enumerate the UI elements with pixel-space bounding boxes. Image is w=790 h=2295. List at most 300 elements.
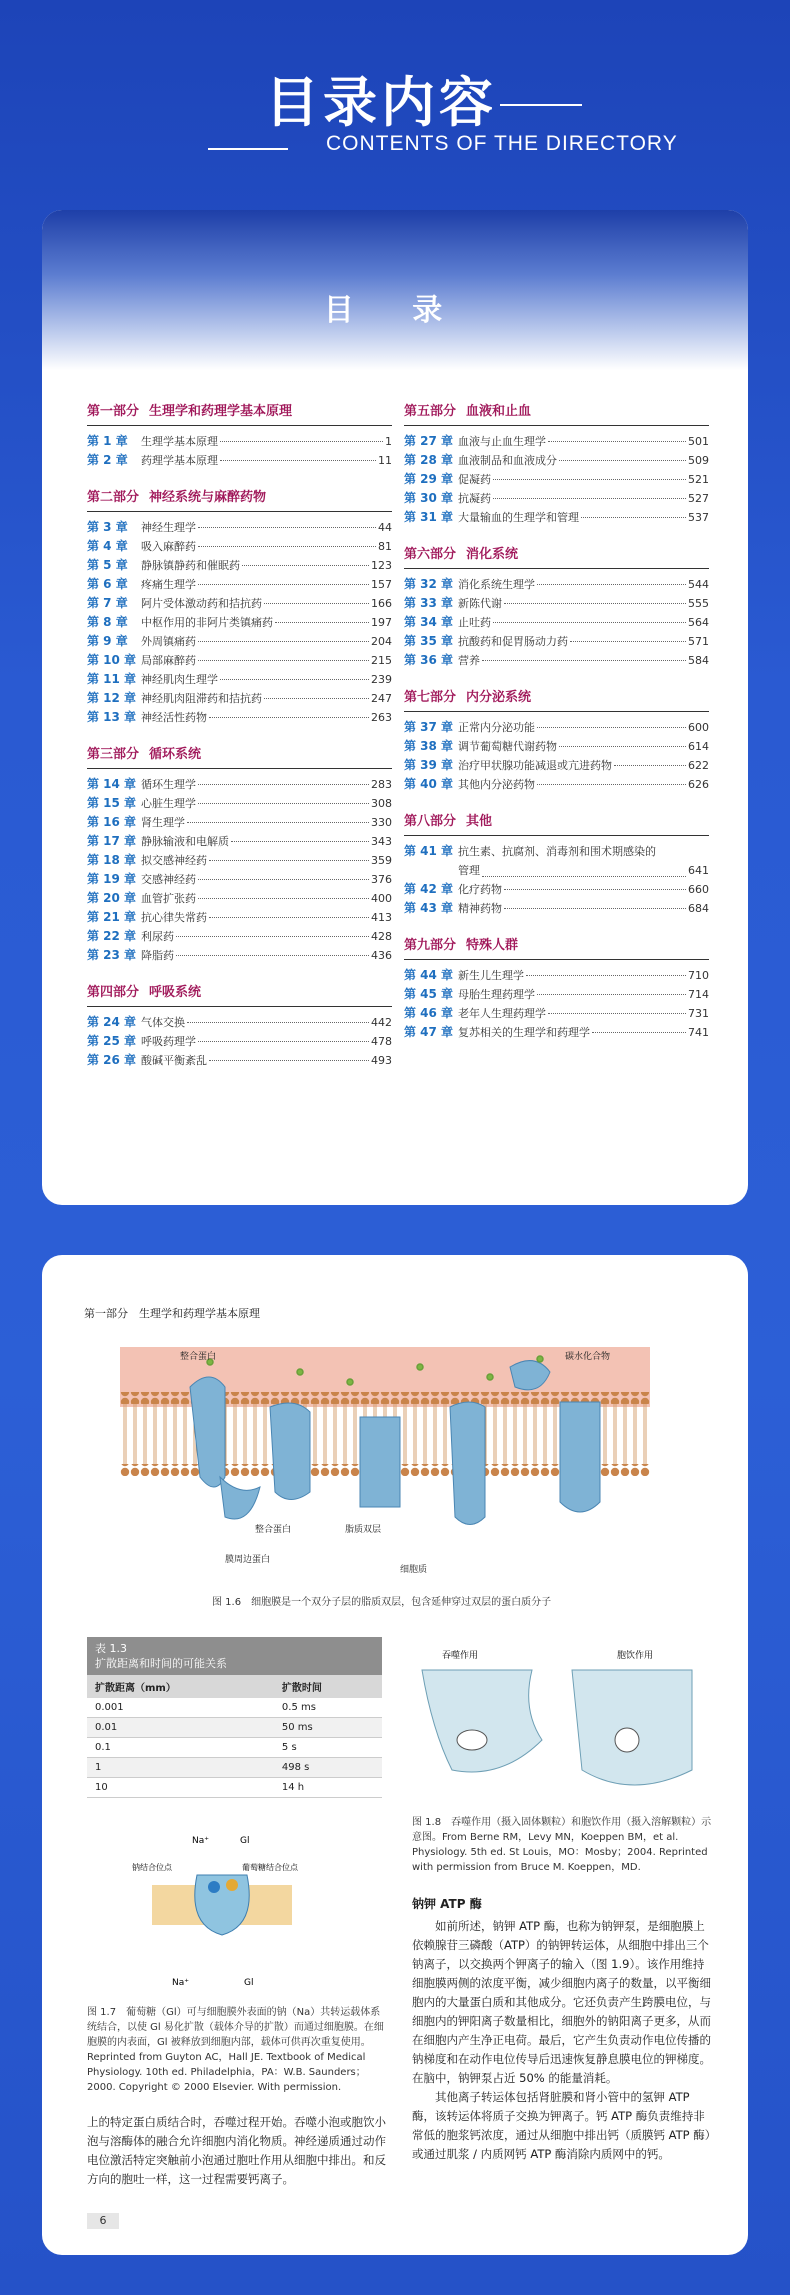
chapter-number: 第 28 章 — [404, 453, 454, 467]
chapter-title: 其他内分泌药物 — [458, 778, 535, 791]
chapter-number: 第 34 章 — [404, 615, 454, 629]
chapter-page: 710 — [688, 969, 709, 982]
leader-dots — [176, 936, 369, 937]
chapter-page: 376 — [371, 873, 392, 886]
toc-chapter-row[interactable] — [404, 489, 709, 508]
chapter-page: 197 — [371, 616, 392, 629]
label-carbohydrate: 碳水化合物 — [565, 1352, 611, 1362]
part-title: 呼吸系统 — [149, 985, 202, 1000]
hero-divider-left — [208, 148, 288, 150]
toc-column-left — [87, 400, 392, 1070]
chapter-title: 呼吸药理学 — [141, 1035, 196, 1048]
toc-chapter-row[interactable] — [87, 432, 392, 451]
chapter-title: 拟交感神经药 — [141, 854, 207, 867]
chapter-title: 治疗甲状腺功能减退或亢进药物 — [458, 759, 612, 772]
part-title: 生理学和药理学基本原理 — [149, 404, 293, 419]
chapter-page: 527 — [688, 492, 709, 505]
chapter-title: 静脉输液和电解质 — [141, 835, 229, 848]
chapter-title: 神经生理学 — [141, 521, 196, 534]
leader-dots — [198, 527, 376, 528]
chapter-page: 428 — [371, 930, 392, 943]
chapter-number: 第 32 章 — [404, 577, 454, 591]
toc-chapter-row[interactable] — [404, 842, 709, 880]
chapter-title: 精神药物 — [458, 902, 502, 915]
part-number: 第四部分 — [87, 985, 140, 1000]
toc-chapter-row[interactable] — [87, 775, 392, 794]
toc-chapter-row[interactable] — [87, 632, 392, 651]
chapter-page: 660 — [688, 883, 709, 896]
chapter-number: 第 37 章 — [404, 720, 454, 734]
table-header: 扩散距离（mm） — [87, 1675, 274, 1698]
chapter-page: 123 — [371, 559, 392, 572]
toc-chapter-row[interactable] — [87, 1032, 392, 1051]
page-header: 第一部分 生理学和药理学基本原理 — [84, 1307, 260, 1320]
chapter-title: 新陈代谢 — [458, 597, 502, 610]
label-integral-protein-top: 整合蛋白 — [180, 1352, 217, 1362]
chapter-page: 442 — [371, 1016, 392, 1029]
chapter-page: 343 — [371, 835, 392, 848]
toc-chapter-row[interactable] — [87, 927, 392, 946]
leader-dots — [198, 803, 369, 804]
chapter-title: 酸碱平衡紊乱 — [141, 1054, 207, 1067]
toc-heading: 目 录 — [42, 210, 748, 370]
chapter-number: 第 17 章 — [87, 834, 137, 848]
toc-chapter-row[interactable] — [87, 832, 392, 851]
figure-1-6-caption: 图 1.6 细胞膜是一个双分子层的脂质双层，包含延伸穿过双层的蛋白质分子 — [212, 1597, 552, 1608]
table-cell: 0.1 — [87, 1738, 274, 1758]
leader-dots — [187, 822, 369, 823]
chapter-number: 第 11 章 — [87, 672, 137, 686]
leader-dots — [482, 660, 686, 661]
toc-chapter-row[interactable] — [87, 708, 392, 727]
chapter-page: 493 — [371, 1054, 392, 1067]
leader-dots — [526, 975, 686, 976]
chapter-title: 心脏生理学 — [141, 797, 196, 810]
chapter-page: 600 — [688, 721, 709, 734]
chapter-page: 413 — [371, 911, 392, 924]
label-na-bottom: Na⁺ — [172, 1978, 189, 1988]
label-glucose-site: 葡萄糖结合位点 — [242, 1863, 298, 1872]
table-1-3 — [87, 1637, 382, 1798]
chapter-title: 新生儿生理学 — [458, 969, 524, 982]
chapter-number: 第 40 章 — [404, 777, 454, 791]
chapter-page: 537 — [688, 511, 709, 524]
sample-page-card — [42, 1255, 748, 2255]
chapter-number: 第 1 章 — [87, 434, 128, 448]
toc-chapter-row[interactable] — [404, 899, 709, 918]
toc-part-heading — [87, 743, 392, 769]
leader-dots — [537, 727, 686, 728]
chapter-page: 478 — [371, 1035, 392, 1048]
section-title: 钠钾 ATP 酶 — [412, 1897, 482, 1911]
toc-part-heading — [404, 934, 709, 960]
table-row — [87, 1778, 382, 1798]
table-cell: 10 — [87, 1778, 274, 1798]
leader-dots — [198, 784, 369, 785]
label-peripheral-protein: 膜周边蛋白 — [225, 1555, 271, 1565]
leader-dots — [493, 479, 686, 480]
chapter-title: 阿片受体激动药和拮抗药 — [141, 597, 262, 610]
chapter-title: 促凝药 — [458, 473, 491, 486]
table-subtitle: 扩散距离和时间的可能关系 — [95, 1657, 227, 1670]
part-title: 神经系统与麻醉药物 — [149, 490, 267, 505]
part-title: 循环系统 — [149, 747, 202, 762]
chapter-number: 第 38 章 — [404, 739, 454, 753]
leader-dots — [581, 517, 686, 518]
leader-dots — [570, 641, 686, 642]
part-number: 第八部分 — [404, 814, 457, 829]
chapter-title: 抗酸药和促胃肠动力药 — [458, 635, 568, 648]
chapter-number: 第 30 章 — [404, 491, 454, 505]
chapter-number: 第 33 章 — [404, 596, 454, 610]
chapter-number: 第 8 章 — [87, 615, 128, 629]
chapter-page: 564 — [688, 616, 709, 629]
toc-part-heading — [404, 810, 709, 836]
chapter-number: 第 14 章 — [87, 777, 137, 791]
leader-dots — [209, 1060, 369, 1061]
chapter-number: 第 39 章 — [404, 758, 454, 772]
chapter-number: 第 9 章 — [87, 634, 128, 648]
leader-dots — [493, 498, 686, 499]
toc-chapter-row[interactable] — [404, 775, 709, 794]
toc-chapter-row[interactable] — [404, 1023, 709, 1042]
leader-dots — [537, 994, 686, 995]
leader-dots — [242, 565, 369, 566]
toc-chapter-row[interactable] — [404, 966, 709, 985]
toc-column-right — [404, 400, 709, 1042]
paragraph: 如前所述，钠钾 ATP 酶，也称为钠钾泵，是细胞膜上依赖腺苷三磷酸（ATP）的钠钾转运体，从细胞中排出三个钠离子，以交换两个钾离子的输入（图 1.9）。该作用维持细胞膜两侧的浓度平衡，减少细胞内离子的数量，以平衡细胞内的大量蛋白质和其他成分。它还负责产生跨膜电位，与细胞内的钾阳离子数量相比，细胞外的钠阳离子更多，从而在细胞内产生净正电荷。最后，它产生负责动作电位传播的钠梯度和在动作电位传导后迅速恢复静息膜电位的钾梯度。在脑中，钠钾泵占近 50% 的能量消耗。 — [412, 1919, 711, 2085]
toc-chapter-row[interactable] — [87, 670, 392, 689]
leader-dots — [537, 784, 686, 785]
chapter-number: 第 5 章 — [87, 558, 128, 572]
chapter-title: 抗心律失常药 — [141, 911, 207, 924]
leader-dots — [198, 879, 369, 880]
chapter-page: 509 — [688, 454, 709, 467]
label-gl-top: Gl — [240, 1836, 250, 1846]
toc-chapter-row[interactable] — [404, 718, 709, 737]
table-cell: 50 ms — [274, 1718, 382, 1738]
phagocytosis-figure — [412, 1640, 702, 1810]
chapter-page: 731 — [688, 1007, 709, 1020]
chapter-number: 第 26 章 — [87, 1053, 137, 1067]
chapter-page: 501 — [688, 435, 709, 448]
chapter-page: 330 — [371, 816, 392, 829]
part-title: 内分泌系统 — [466, 690, 532, 705]
leader-dots — [264, 698, 369, 699]
leader-dots — [559, 746, 686, 747]
chapter-number: 第 19 章 — [87, 872, 137, 886]
toc-chapter-row[interactable] — [87, 594, 392, 613]
chapter-title: 交感神经药 — [141, 873, 196, 886]
part-title: 血液和止血 — [466, 404, 532, 419]
toc-chapter-row[interactable] — [87, 908, 392, 927]
toc-chapter-row[interactable] — [87, 451, 392, 470]
leader-dots — [482, 858, 686, 877]
part-number: 第三部分 — [87, 747, 140, 762]
chapter-title: 吸入麻醉药 — [141, 540, 196, 553]
leader-dots — [548, 1013, 686, 1014]
toc-part-heading — [87, 486, 392, 512]
chapter-page: 555 — [688, 597, 709, 610]
leader-dots — [220, 441, 383, 442]
leader-dots — [187, 1022, 369, 1023]
chapter-title: 消化系统生理学 — [458, 578, 535, 591]
table-cell: 0.01 — [87, 1718, 274, 1738]
toc-part-heading — [404, 686, 709, 712]
toc-chapter-row[interactable] — [87, 851, 392, 870]
table-header: 扩散时间 — [274, 1675, 382, 1698]
chapter-number: 第 44 章 — [404, 968, 454, 982]
chapter-title: 复苏相关的生理学和药理学 — [458, 1026, 590, 1039]
table-cell: 14 h — [274, 1778, 382, 1798]
chapter-page: 157 — [371, 578, 392, 591]
leader-dots — [231, 841, 369, 842]
toc-chapter-row[interactable] — [404, 1004, 709, 1023]
chapter-page: 741 — [688, 1026, 709, 1039]
chapter-number: 第 20 章 — [87, 891, 137, 905]
chapter-title: 调节葡萄糖代谢药物 — [458, 740, 557, 753]
toc-chapter-row[interactable] — [404, 470, 709, 489]
chapter-number: 第 46 章 — [404, 1006, 454, 1020]
chapter-number: 第 29 章 — [404, 472, 454, 486]
chapter-page: 622 — [688, 759, 709, 772]
toc-chapter-row[interactable] — [404, 432, 709, 451]
chapter-number: 第 31 章 — [404, 510, 454, 524]
chapter-page: 571 — [688, 635, 709, 648]
toc-chapter-row[interactable] — [404, 575, 709, 594]
chapter-number: 第 6 章 — [87, 577, 128, 591]
toc-chapter-row[interactable] — [87, 813, 392, 832]
leader-dots — [209, 917, 369, 918]
hero-title: 目录内容 — [265, 70, 497, 134]
chapter-page: 436 — [371, 949, 392, 962]
part-number: 第二部分 — [87, 490, 140, 505]
toc-chapter-row[interactable] — [404, 451, 709, 470]
chapter-title: 母胎生理药理学 — [458, 988, 535, 1001]
label-na-site: 钠结合位点 — [132, 1863, 172, 1872]
chapter-page: 614 — [688, 740, 709, 753]
leader-dots — [198, 584, 369, 585]
leader-dots — [504, 889, 686, 890]
chapter-page: 359 — [371, 854, 392, 867]
toc-chapter-row[interactable] — [404, 756, 709, 775]
table-row — [87, 1698, 382, 1718]
leader-dots — [504, 603, 686, 604]
chapter-number: 第 2 章 — [87, 453, 128, 467]
chapter-title: 血液制品和血液成分 — [458, 454, 557, 467]
chapter-page: 400 — [371, 892, 392, 905]
label-pinocytosis: 吞噬作用 — [442, 1651, 479, 1661]
label-lipid-bilayer: 脂质双层 — [345, 1525, 382, 1535]
chapter-title: 药理学基本原理 — [141, 454, 218, 467]
leader-dots — [209, 717, 369, 718]
toc-part-heading — [404, 400, 709, 426]
page-number: 6 — [87, 2213, 119, 2229]
leader-dots — [614, 765, 686, 766]
chapter-number: 第 35 章 — [404, 634, 454, 648]
toc-part-heading — [87, 400, 392, 426]
chapter-number: 第 41 章 — [404, 844, 454, 858]
toc-chapter-row[interactable] — [87, 870, 392, 889]
table-cell: 498 s — [274, 1758, 382, 1778]
chapter-number: 第 27 章 — [404, 434, 454, 448]
leader-dots — [198, 641, 369, 642]
part-title: 消化系统 — [466, 547, 519, 562]
chapter-title: 气体交换 — [141, 1016, 185, 1029]
leader-dots — [198, 898, 369, 899]
chapter-page: 626 — [688, 778, 709, 791]
part-number: 第七部分 — [404, 690, 457, 705]
chapter-title: 老年人生理药理学 — [458, 1007, 546, 1020]
table-cell: 5 s — [274, 1738, 382, 1758]
leader-dots — [220, 460, 376, 461]
cell-membrane-figure — [120, 1347, 650, 1577]
chapter-number: 第 13 章 — [87, 710, 137, 724]
toc-chapter-row[interactable] — [87, 537, 392, 556]
hero-divider-right — [500, 104, 582, 106]
leader-dots — [548, 441, 686, 442]
leader-dots — [493, 622, 686, 623]
figure-1-7-caption: 图 1.7 葡萄糖（Gl）可与细胞膜外表面的钠（Na）共转运载体系统结合，以使 Gl 易化扩散（载体介导的扩散）而通过细胞膜。在细胞膜的内表面，Gl 被释放到细胞内部，载体可供再次重复使用。Reprinted from Guyton AC，Hall JE. Textbook of Medical Physiology. 10th ed. Philadelphia，PA：W.B. Saunders；2000. Copyright © 2000 Elsevier. With permission. — [87, 2007, 384, 2093]
table-row — [87, 1718, 382, 1738]
table-cell: 0.5 ms — [274, 1698, 382, 1718]
chapter-number: 第 7 章 — [87, 596, 128, 610]
chapter-title: 利尿药 — [141, 930, 174, 943]
toc-chapter-row[interactable] — [87, 575, 392, 594]
chapter-number: 第 42 章 — [404, 882, 454, 896]
chapter-page: 1 — [385, 435, 392, 448]
chapter-page: 44 — [378, 521, 392, 534]
chapter-title: 生理学基本原理 — [141, 435, 218, 448]
chapter-title: 神经肌肉生理学 — [141, 673, 218, 686]
toc-chapter-row[interactable] — [87, 946, 392, 965]
toc-chapter-row[interactable] — [404, 594, 709, 613]
table-cell: 0.001 — [87, 1698, 274, 1718]
chapter-title: 神经活性药物 — [141, 711, 207, 724]
chapter-number: 第 4 章 — [87, 539, 128, 553]
toc-chapter-row[interactable] — [404, 651, 709, 670]
part-title: 特殊人群 — [466, 938, 519, 953]
leader-dots — [198, 660, 369, 661]
chapter-page: 166 — [371, 597, 392, 610]
chapter-number: 第 15 章 — [87, 796, 137, 810]
chapter-number: 第 16 章 — [87, 815, 137, 829]
chapter-page: 11 — [378, 454, 392, 467]
chapter-page: 247 — [371, 692, 392, 705]
toc-chapter-row[interactable] — [87, 651, 392, 670]
toc-chapter-row[interactable] — [404, 880, 709, 899]
label-cytoplasm: 细胞质 — [400, 1565, 428, 1575]
body-text-right — [412, 1917, 712, 2164]
chapter-title: 神经肌肉阻滞药和拮抗药 — [141, 692, 262, 705]
chapter-title: 静脉镇静药和催眠药 — [141, 559, 240, 572]
chapter-title: 正常内分泌功能 — [458, 721, 535, 734]
leader-dots — [559, 460, 686, 461]
leader-dots — [209, 860, 369, 861]
chapter-page: 521 — [688, 473, 709, 486]
chapter-title: 止吐药 — [458, 616, 491, 629]
leader-dots — [198, 1041, 369, 1042]
leader-dots — [176, 955, 369, 956]
chapter-title: 疼痛生理学 — [141, 578, 196, 591]
paragraph: 其他离子转运体包括肾脏膜和肾小管中的氢钾 ATP 酶，该转运体将质子交换为钾离子。钙 ATP 酶负责维持非常低的胞浆钙浓度，通过从细胞中排出钙（质膜钙 ATP 酶）或通过肌浆 / 内质网钙 ATP 酶消除内质网中的钙。 — [412, 2090, 711, 2161]
chapter-title: 降脂药 — [141, 949, 174, 962]
part-number: 第六部分 — [404, 547, 457, 562]
chapter-number: 第 36 章 — [404, 653, 454, 667]
toc-chapter-row[interactable] — [404, 985, 709, 1004]
chapter-title: 抗凝药 — [458, 492, 491, 505]
leader-dots — [537, 584, 686, 585]
chapter-number: 第 43 章 — [404, 901, 454, 915]
chapter-number: 第 3 章 — [87, 520, 128, 534]
chapter-page: 283 — [371, 778, 392, 791]
toc-chapter-row[interactable] — [404, 508, 709, 527]
leader-dots — [275, 622, 369, 623]
part-number: 第九部分 — [404, 938, 457, 953]
figure-1-8-caption: 图 1.8 吞噬作用（摄入固体颗粒）和胞饮作用（摄入溶解颗粒）示意图。From Berne RM，Levy MN，Koeppen BM，et al. Physiology. 5th ed. St Louis，MO：Mosby；2004. Reprinted with permission from Bruce M. Koeppen，MD. — [412, 1817, 712, 1873]
chapter-title: 局部麻醉药 — [141, 654, 196, 667]
part-number: 第一部分 — [87, 404, 140, 419]
toc-chapter-row[interactable] — [404, 737, 709, 756]
chapter-title-cont: 管理 — [458, 864, 480, 877]
label-gl-bottom: Gl — [244, 1978, 254, 1988]
leader-dots — [592, 1032, 686, 1033]
chapter-number: 第 21 章 — [87, 910, 137, 924]
toc-chapter-row[interactable] — [404, 632, 709, 651]
chapter-page: 584 — [688, 654, 709, 667]
chapter-title: 外周镇痛药 — [141, 635, 196, 648]
label-integral-protein-bottom: 整合蛋白 — [255, 1525, 292, 1535]
body-text-left: 上的特定蛋白质结合时，吞噬过程开始。吞噬小泡或胞饮小泡与溶酶体的融合允许细胞内消化物质。神经递质通过动作电位激活特定突触前小泡通过胞吐作用从细胞中排出。和反方向的胞吐一样，这一过程需要钙离子。 — [87, 2115, 386, 2186]
chapter-number: 第 45 章 — [404, 987, 454, 1001]
chapter-title: 肾生理学 — [141, 816, 185, 829]
toc-chapter-row[interactable] — [87, 518, 392, 537]
chapter-title: 血管扩张药 — [141, 892, 196, 905]
toc-chapter-row[interactable] — [404, 613, 709, 632]
leader-dots — [504, 908, 686, 909]
toc-part-heading — [404, 543, 709, 569]
part-number: 第五部分 — [404, 404, 457, 419]
chapter-number: 第 23 章 — [87, 948, 137, 962]
toc-chapter-row[interactable] — [87, 889, 392, 908]
chapter-number: 第 12 章 — [87, 691, 137, 705]
toc-chapter-row[interactable] — [87, 794, 392, 813]
toc-chapter-row[interactable] — [87, 1051, 392, 1070]
chapter-page: 544 — [688, 578, 709, 591]
diffusion-table — [87, 1675, 382, 1798]
chapter-title: 营养 — [458, 654, 480, 667]
table-row — [87, 1758, 382, 1778]
hero-subtitle: CONTENTS OF THE DIRECTORY — [326, 132, 678, 155]
toc-card — [42, 210, 748, 1205]
hero-banner — [0, 0, 790, 200]
toc-chapter-row[interactable] — [87, 1013, 392, 1032]
chapter-page: 684 — [688, 902, 709, 915]
chapter-title: 循环生理学 — [141, 778, 196, 791]
chapter-page: 641 — [688, 864, 709, 877]
chapter-title: 中枢作用的非阿片类镇痛药 — [141, 616, 273, 629]
chapter-page: 308 — [371, 797, 392, 810]
toc-chapter-row[interactable] — [87, 556, 392, 575]
toc-chapter-row[interactable] — [87, 689, 392, 708]
table-cell: 1 — [87, 1758, 274, 1778]
chapter-page: 81 — [378, 540, 392, 553]
chapter-page: 714 — [688, 988, 709, 1001]
toc-chapter-row[interactable] — [87, 613, 392, 632]
toc-part-heading — [87, 981, 392, 1007]
leader-dots — [198, 546, 376, 547]
chapter-title: 血液与止血生理学 — [458, 435, 546, 448]
